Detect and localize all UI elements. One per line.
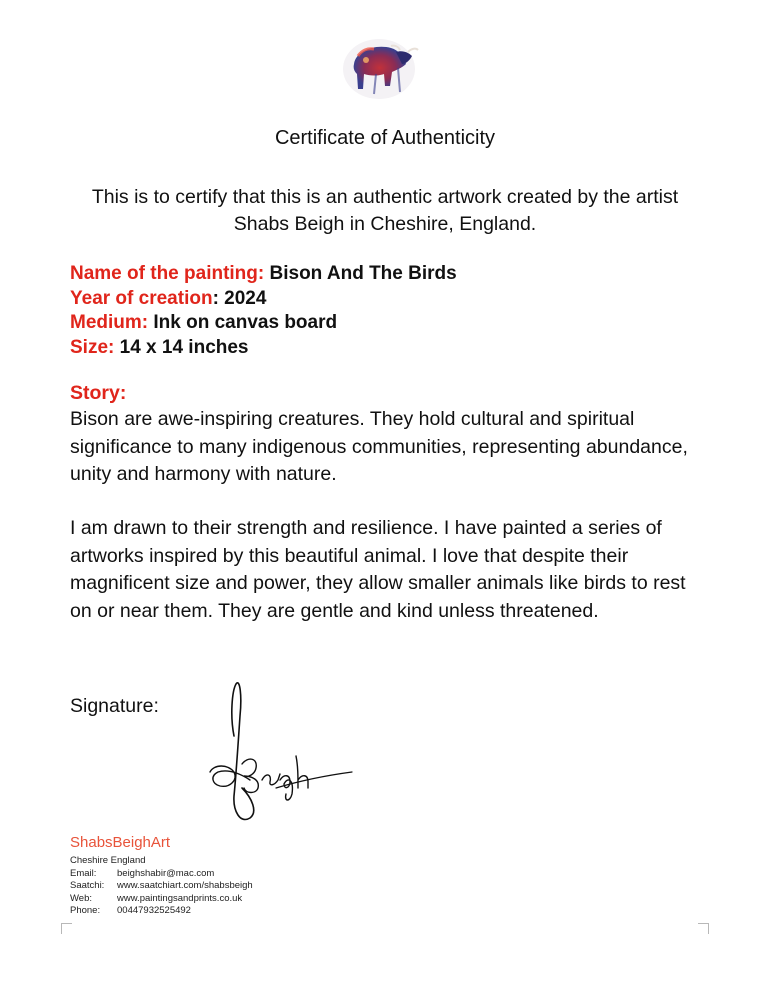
contact-block [70,855,253,918]
page-corner-mark-left [61,923,72,934]
painting-name-value: Bison And The Birds [264,263,457,284]
saatchi-row [70,880,253,893]
size-label: Size [70,336,109,358]
page-corner-mark-right [698,923,709,934]
bison-logo-icon [336,34,422,104]
certificate-intro [40,184,730,238]
email-row [70,868,253,881]
web-label: Web: [70,892,93,904]
brand-name: ShabsBeighArt [70,834,171,851]
phone-label: Phone: [70,905,101,916]
location-row [70,855,253,868]
medium-label: Medium: [70,312,149,333]
year-label: Year of creation [70,287,213,309]
intro-line-1: This is to certify that this is an authentic artwork created by the artist [91,186,679,208]
email-value: beighshabir@mac.com [117,867,215,879]
signature-label: Signature: [70,695,159,717]
painting-name-row [70,262,710,287]
size-value: 14 x 14 inches [114,336,249,358]
web-row [70,893,253,906]
location-text: Cheshire England [70,855,146,866]
saatchi-value: www.saatchiart.com/shabsbeigh [117,880,253,891]
size-row [70,336,710,361]
phone-value: 00447932525492 [117,905,191,916]
painting-details [70,262,710,360]
medium-value: Ink on canvas board [148,312,338,333]
painting-name-sep: : [257,263,265,284]
saatchi-label: Saatchi: [70,880,105,891]
phone-row [70,905,253,918]
size-sep: : [108,336,115,358]
year-sep: : [212,287,219,309]
web-value: www.paintingsandprints.co.uk [117,892,243,904]
medium-row [70,311,710,336]
story-heading: Story: [70,382,127,404]
painting-name-label: Name of the painting [70,263,258,284]
intro-line-2: Shabs Beigh in Cheshire, England. [233,213,537,235]
year-value: 2024 [218,287,267,309]
story-paragraph-2: I am drawn to their strength and resilience. I have painted a series of artworks inspired by this beautiful animal. I love that despite their magnificent size and power, they allow smaller animals like birds to rest on or near them. They are gentle and kind unless threatened. [70,517,686,622]
email-label: Email: [70,867,97,879]
certificate-title: Certificate of Authenticity [274,127,496,149]
signature-icon [200,676,360,826]
year-row [70,287,710,312]
story-paragraph-1: Bison are awe-inspiring creatures. They hold cultural and spiritual significance to many indigenous communities, representing abundance, unity and harmony with nature. [70,408,688,485]
